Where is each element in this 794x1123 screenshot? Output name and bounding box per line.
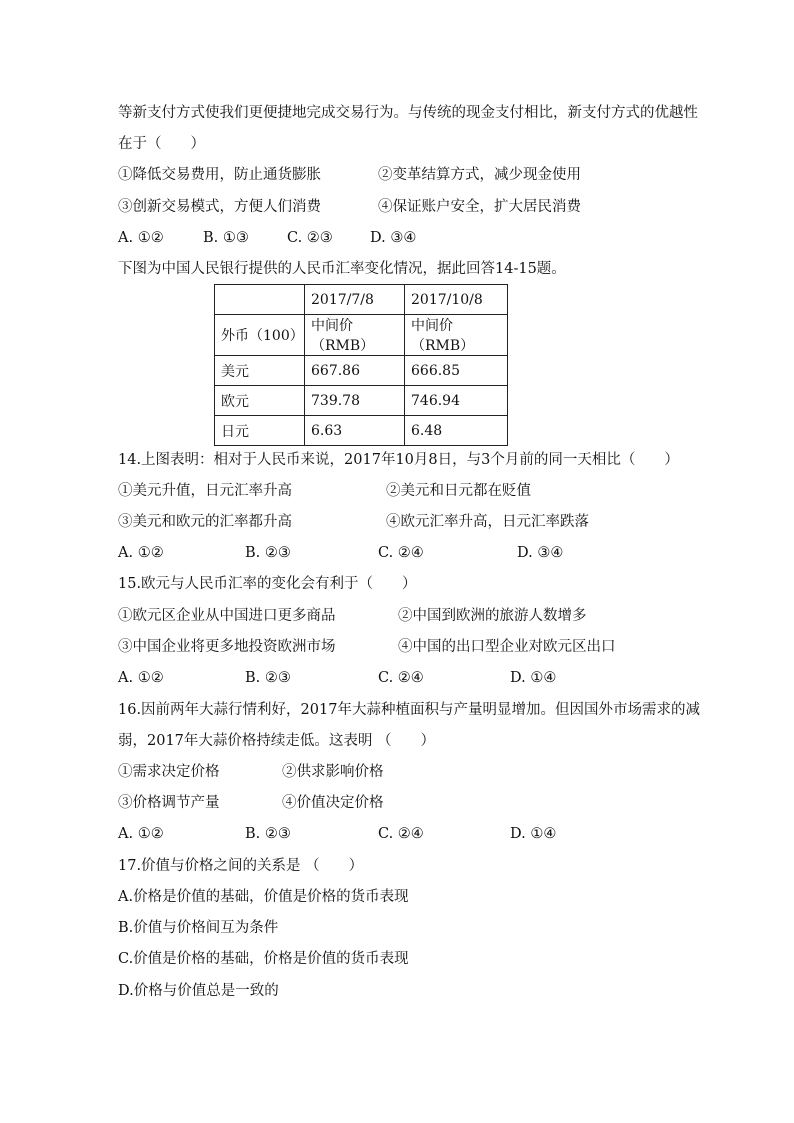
q15-choice-d: D. ①④ — [510, 670, 557, 686]
intro-choice-c: C. ②③ — [287, 230, 333, 246]
q17-option-b: B.价值与价格间互为条件 — [118, 920, 279, 936]
q14-stem: 14.上图表明：相对于人民币来说，2017年10月8日，与3个月前的同一天相比（ ） — [118, 452, 679, 468]
q14-option-4: ④欧元汇率升高，日元汇率跌落 — [386, 514, 589, 530]
intro-choice-d: D. ③④ — [370, 230, 417, 246]
table-cell: 中间价（RMB） — [405, 315, 508, 356]
intro-choice-a: A. ①② — [118, 230, 164, 246]
q17-stem: 17.价值与价格之间的关系是 （ ） — [118, 858, 364, 874]
table-cell: 6.48 — [405, 416, 508, 446]
intro-stem-line1: 等新支付方式使我们更便捷地完成交易行为。与传统的现金支付相比，新支付方式的优越性 — [118, 105, 698, 121]
table-cell: 美元 — [215, 356, 305, 386]
q14-choice-b: B. ②③ — [245, 545, 291, 561]
q14-option-1: ①美元升值，日元汇率升高 — [118, 483, 292, 499]
table-cell: 6.63 — [305, 416, 405, 446]
q15-option-1: ①欧元区企业从中国进口更多商品 — [118, 608, 336, 624]
table-header-cell: 2017/7/8 — [305, 285, 405, 315]
q16-option-1: ①需求决定价格 — [118, 764, 220, 780]
q14-choice-a: A. ①② — [118, 545, 164, 561]
q14-option-2: ②美元和日元都在贬值 — [386, 483, 531, 499]
q15-option-3: ③中国企业将更多地投资欧洲市场 — [118, 639, 336, 655]
table-cell: 外币（100） — [215, 315, 305, 356]
intro-option-2: ②变革结算方式，减少现金使用 — [378, 167, 581, 183]
q15-stem: 15.欧元与人民币汇率的变化会有利于（ ） — [118, 576, 417, 592]
q14-choice-d: D. ③④ — [517, 545, 564, 561]
table-header-row — [215, 285, 508, 315]
q15-choice-b: B. ②③ — [245, 670, 291, 686]
table-cell: 欧元 — [215, 386, 305, 416]
intro-stem-line2: 在于（ ） — [118, 136, 205, 152]
q17-option-c: C.价值是价格的基础，价格是价值的货币表现 — [118, 951, 409, 967]
table-cell: 739.78 — [305, 386, 405, 416]
q14-choice-c: C. ②④ — [378, 545, 424, 561]
table-cell: 746.94 — [405, 386, 508, 416]
table-cell: 667.86 — [305, 356, 405, 386]
q17-option-a: A.价格是价值的基础，价值是价格的货币表现 — [118, 889, 409, 905]
table-intro: 下图为中国人民银行提供的人民币汇率变化情况，据此回答14-15题。 — [118, 261, 566, 277]
table-cell: 日元 — [215, 416, 305, 446]
table-row — [215, 356, 508, 386]
table-row — [215, 386, 508, 416]
q16-choice-a: A. ①② — [118, 826, 164, 842]
exchange-rate-table — [214, 284, 508, 446]
q16-option-4: ④价值决定价格 — [282, 795, 384, 811]
table-header-cell: 2017/10/8 — [405, 285, 508, 315]
q16-choice-b: B. ②③ — [245, 826, 291, 842]
q16-option-3: ③价格调节产量 — [118, 795, 220, 811]
table-cell: 中间价（RMB） — [305, 315, 405, 356]
q15-choice-a: A. ①② — [118, 670, 164, 686]
q15-option-4: ④中国的出口型企业对欧元区出口 — [398, 639, 616, 655]
table-header-cell — [215, 285, 305, 315]
q16-stem-line2: 弱，2017年大蒜价格持续走低。这表明 （ ） — [118, 733, 436, 749]
intro-choice-b: B. ①③ — [203, 230, 249, 246]
q16-choice-c: C. ②④ — [378, 826, 424, 842]
q16-choice-d: D. ①④ — [510, 826, 557, 842]
q15-choice-c: C. ②④ — [378, 670, 424, 686]
intro-option-3: ③创新交易模式，方便人们消费 — [118, 199, 321, 215]
intro-option-1: ①降低交易费用，防止通货膨胀 — [118, 167, 321, 183]
table-row — [215, 315, 508, 356]
q14-option-3: ③美元和欧元的汇率都升高 — [118, 514, 292, 530]
intro-option-4: ④保证账户安全，扩大居民消费 — [378, 199, 581, 215]
table-row — [215, 416, 508, 446]
table-cell: 666.85 — [405, 356, 508, 386]
q16-option-2: ②供求影响价格 — [282, 764, 384, 780]
q17-option-d: D.价格与价值总是一致的 — [118, 983, 279, 999]
q16-stem-line1: 16.因前两年大蒜行情利好，2017年大蒜种植面积与产量明显增加。但因国外市场需求的减 — [118, 702, 700, 718]
q15-option-2: ②中国到欧洲的旅游人数增多 — [398, 608, 587, 624]
